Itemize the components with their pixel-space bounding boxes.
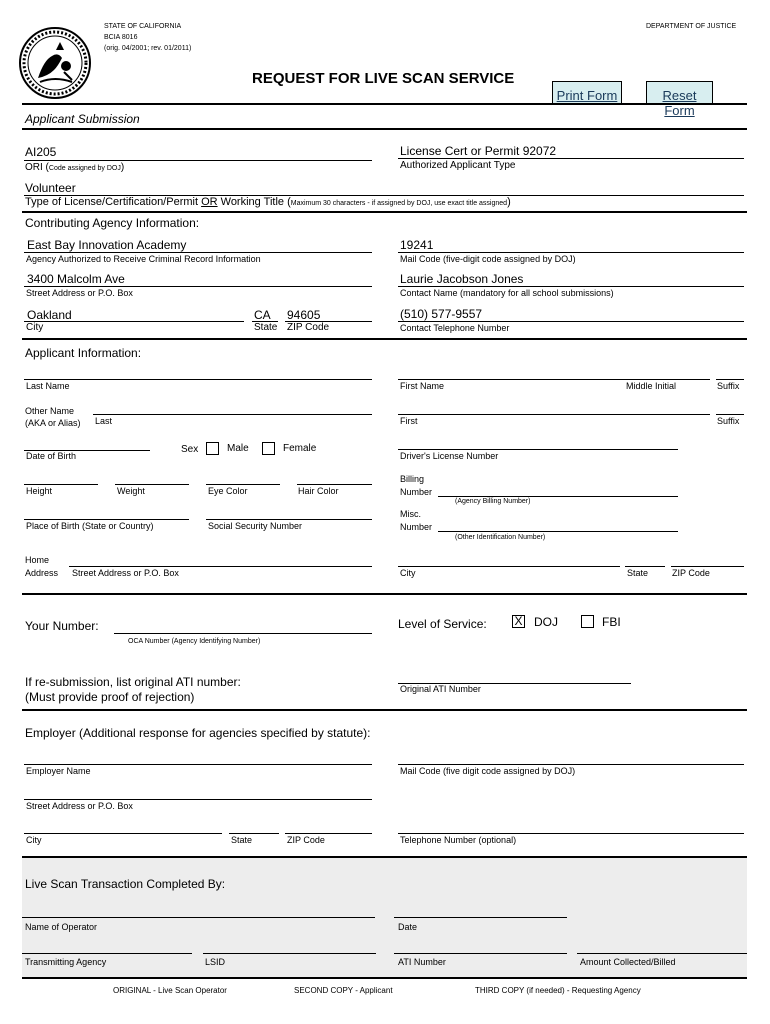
- state-name: STATE OF CALIFORNIA: [104, 23, 182, 30]
- first-name-label: First Name: [400, 381, 445, 391]
- weight-field[interactable]: [115, 484, 189, 485]
- employer-mail-label: Mail Code (five digit code assigned by DOJ): [400, 766, 576, 776]
- aka-last-label: Last: [95, 416, 113, 426]
- employer-phone-label: Telephone Number (optional): [400, 835, 517, 845]
- livescan-heading: Live Scan Transaction Completed By:: [25, 877, 226, 891]
- home-zip-field[interactable]: [671, 566, 744, 567]
- home-city-field[interactable]: [398, 566, 620, 567]
- phone-label: Contact Telephone Number: [400, 323, 510, 333]
- last-name-label: Last Name: [26, 381, 70, 391]
- employer-street-field[interactable]: [24, 799, 372, 800]
- field-line: [398, 321, 744, 322]
- hair-label: Hair Color: [298, 486, 339, 496]
- state-label: State: [254, 322, 278, 333]
- divider: [22, 211, 747, 213]
- dl-label: Driver's License Number: [400, 451, 499, 461]
- pob-field[interactable]: [24, 519, 189, 520]
- zip-label: ZIP Code: [287, 322, 330, 333]
- ati-label: ATI Number: [398, 957, 446, 967]
- applicant-type-value[interactable]: License Cert or Permit 92072: [400, 144, 557, 158]
- aka-first-field[interactable]: [398, 414, 710, 415]
- female-checkbox[interactable]: [262, 442, 275, 455]
- date-label: Date: [398, 922, 418, 932]
- city-label: City: [26, 322, 44, 333]
- eye-field[interactable]: [206, 484, 280, 485]
- last-name-field[interactable]: [24, 379, 372, 380]
- footer-copy-1: ORIGINAL - Live Scan Operator: [113, 986, 227, 995]
- employer-state-field[interactable]: [229, 833, 279, 834]
- ori-label: ORI (Code assigned by DOJ): [25, 162, 125, 173]
- employer-name-label: Employer Name: [26, 766, 91, 776]
- operator-label: Name of Operator: [25, 922, 98, 932]
- aka-suffix-label: Suffix: [717, 416, 740, 426]
- section-heading: Applicant Submission: [25, 112, 140, 126]
- oca-field[interactable]: [114, 633, 372, 634]
- form-revision: (orig. 04/2001; rev. 01/2011): [104, 45, 192, 52]
- field-line: [398, 252, 744, 253]
- employer-city-field[interactable]: [24, 833, 222, 834]
- employer-zip-label: ZIP Code: [287, 835, 325, 845]
- misc-field[interactable]: [438, 531, 678, 532]
- your-number-label: Your Number:: [25, 619, 99, 633]
- field-line: [24, 252, 372, 253]
- employer-street-label: Street Address or P.O. Box: [26, 801, 133, 811]
- transmitting-agency-field[interactable]: [22, 953, 192, 954]
- divider: [22, 128, 747, 130]
- street-label: Street Address or P.O. Box: [26, 288, 133, 298]
- billing-label-2: Number: [400, 487, 433, 497]
- form-number: BCIA 8016: [104, 34, 138, 41]
- field-line: [24, 286, 372, 287]
- page-title: REQUEST FOR LIVE SCAN SERVICE: [252, 70, 515, 87]
- ati-field[interactable]: [394, 953, 567, 954]
- divider: [22, 856, 747, 858]
- dob-label: Date of Birth: [26, 451, 77, 461]
- working-title-value[interactable]: Volunteer: [25, 181, 76, 195]
- agency-label: Agency Authorized to Receive Criminal Record Information: [26, 254, 261, 264]
- home-city-label: City: [400, 568, 416, 578]
- lsid-field[interactable]: [203, 953, 376, 954]
- billing-label: Billing: [400, 474, 425, 484]
- operator-field[interactable]: [22, 917, 375, 918]
- home-street-field[interactable]: [69, 566, 372, 567]
- field-line: [24, 321, 244, 322]
- other-name-label: Other Name: [25, 406, 75, 416]
- billing-sublabel: (Agency Billing Number): [455, 498, 531, 505]
- weight-label: Weight: [117, 486, 145, 496]
- home-state-label: State: [627, 568, 649, 578]
- employer-heading: Employer (Additional response for agencies specified by statute):: [25, 726, 371, 740]
- aka-suffix-field[interactable]: [716, 414, 744, 415]
- home-state-field[interactable]: [625, 566, 665, 567]
- male-checkbox[interactable]: [206, 442, 219, 455]
- height-field[interactable]: [24, 484, 98, 485]
- zip-value[interactable]: 94605: [287, 308, 321, 322]
- suffix-label: Suffix: [717, 381, 740, 391]
- resubmission-label: If re-submission, list original ATI number:: [25, 675, 241, 689]
- reset-form-button[interactable]: Reset Form: [646, 81, 713, 105]
- working-title-label: Type of License/Certification/Permit OR Working Title (Maximum 30 characters - if assigned by DOJ, use exact title assigned): [25, 196, 511, 208]
- mail-code-value[interactable]: 19241: [400, 238, 434, 252]
- department-name: DEPARTMENT OF JUSTICE: [646, 23, 737, 30]
- misc-label-2: Number: [400, 522, 433, 532]
- employer-name-field[interactable]: [24, 764, 372, 765]
- employer-phone-field[interactable]: [398, 833, 744, 834]
- divider: [22, 103, 747, 105]
- mail-code-label: Mail Code (five-digit code assigned by DOJ): [400, 254, 576, 264]
- field-line: [24, 160, 372, 161]
- aka-label: (AKA or Alias): [25, 418, 81, 428]
- oca-label: OCA Number (Agency Identifying Number): [128, 638, 261, 645]
- lsid-label: LSID: [205, 957, 226, 967]
- sex-label: Sex: [181, 444, 199, 455]
- home-street-label: Street Address or P.O. Box: [72, 568, 179, 578]
- employer-mail-field[interactable]: [398, 764, 744, 765]
- aka-first-label: First: [400, 416, 418, 426]
- middle-initial-label: Middle Initial: [626, 381, 677, 391]
- field-line: [398, 158, 744, 159]
- misc-sublabel: (Other Identification Number): [455, 534, 546, 541]
- ssn-field[interactable]: [206, 519, 372, 520]
- doj-checkbox[interactable]: X: [512, 615, 525, 628]
- street-value[interactable]: 3400 Malcolm Ave: [27, 272, 125, 286]
- state-value[interactable]: CA: [254, 308, 271, 322]
- male-label: Male: [227, 443, 249, 454]
- home-zip-label: ZIP Code: [672, 568, 710, 578]
- dl-field[interactable]: [398, 449, 678, 450]
- ori-value[interactable]: AI205: [25, 145, 57, 159]
- contact-label: Contact Name (mandatory for all school submissions): [400, 288, 614, 298]
- doj-label: DOJ: [534, 615, 558, 629]
- ssn-label: Social Security Number: [208, 521, 303, 531]
- height-label: Height: [26, 486, 53, 496]
- section-heading: Applicant Information:: [25, 346, 142, 360]
- female-label: Female: [283, 443, 317, 454]
- home-label: Home: [25, 555, 50, 565]
- suffix-field[interactable]: [716, 379, 744, 380]
- employer-state-label: State: [231, 835, 253, 845]
- divider: [22, 977, 747, 979]
- applicant-type-label: Authorized Applicant Type: [400, 160, 516, 171]
- agency-value[interactable]: East Bay Innovation Academy: [27, 238, 187, 252]
- city-value[interactable]: Oakland: [27, 308, 72, 322]
- fbi-checkbox[interactable]: [581, 615, 594, 628]
- employer-zip-field[interactable]: [285, 833, 372, 834]
- home-label-2: Address: [25, 568, 59, 578]
- footer-copy-3: THIRD COPY (if needed) - Requesting Agency: [475, 986, 641, 995]
- hair-field[interactable]: [297, 484, 372, 485]
- misc-label: Misc.: [400, 509, 421, 519]
- print-form-button[interactable]: Print Form: [552, 81, 622, 105]
- transmitting-agency-label: Transmitting Agency: [25, 957, 107, 967]
- divider: [22, 709, 747, 711]
- divider: [22, 338, 747, 340]
- level-label: Level of Service:: [398, 617, 487, 631]
- date-field[interactable]: [394, 917, 567, 918]
- phone-value[interactable]: (510) 577-9557: [400, 307, 483, 321]
- state-seal-icon: [18, 26, 92, 100]
- amount-label: Amount Collected/Billed: [580, 957, 676, 967]
- orig-ati-label: Original ATI Number: [400, 684, 481, 694]
- section-heading: Contributing Agency Information:: [25, 216, 200, 230]
- billing-field[interactable]: [438, 496, 678, 497]
- eye-label: Eye Color: [208, 486, 248, 496]
- contact-value[interactable]: Laurie Jacobson Jones: [400, 272, 524, 286]
- aka-last-field[interactable]: [93, 414, 372, 415]
- amount-field[interactable]: [577, 953, 747, 954]
- resubmission-note: (Must provide proof of rejection): [25, 690, 195, 704]
- first-name-field[interactable]: [398, 379, 710, 380]
- footer-copy-2: SECOND COPY - Applicant: [294, 986, 393, 995]
- pob-label: Place of Birth (State or Country): [26, 521, 154, 531]
- fbi-label: FBI: [602, 615, 621, 629]
- employer-city-label: City: [26, 835, 42, 845]
- divider: [22, 593, 747, 595]
- field-line: [398, 286, 744, 287]
